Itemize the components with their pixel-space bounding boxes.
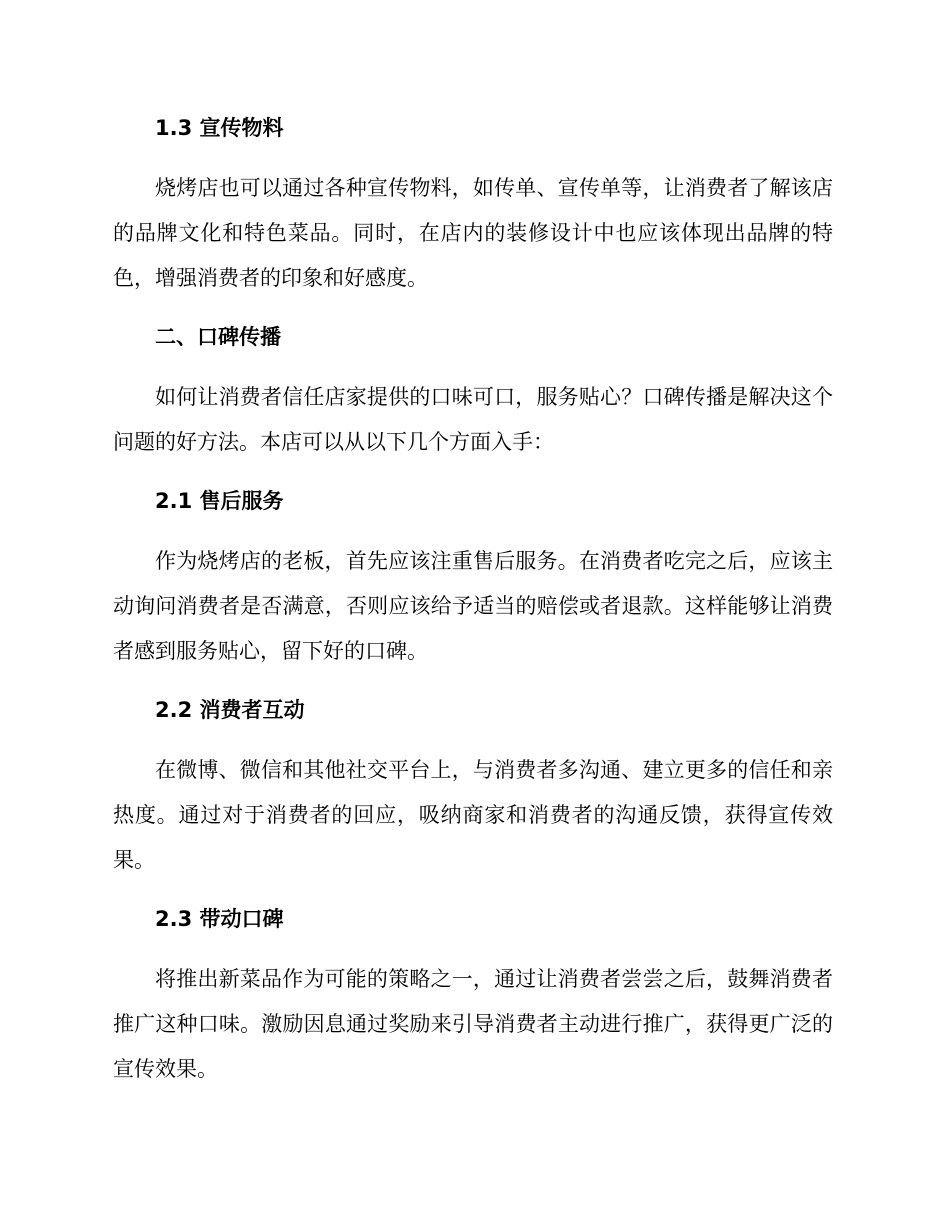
section-paragraph-2-2: 在微博、微信和其他社交平台上，与消费者多沟通、建立更多的信任和亲热度。通过对于消费者的回应，吸纳商家和消费者的沟通反馈，获得宣传效果。 (113, 758, 833, 872)
section-heading-2: 二、口碑传播 (155, 325, 281, 349)
document-content (113, 110, 833, 1110)
section-heading-2-3: 2.3 带动口碑 (155, 907, 284, 931)
section-paragraph-2-3: 将推出新菜品作为可能的策略之一，通过让消费者尝尝之后，鼓舞消费者推广这种口味。激励因息通过奖励来引导消费者主动进行推广，获得更广泛的宣传效果。 (113, 967, 833, 1081)
section-paragraph-2-1: 作为烧烤店的老板，首先应该注重售后服务。在消费者吃完之后，应该主动询问消费者是否满意，否则应该给予适当的赔偿或者退款。这样能够让消费者感到服务贴心，留下好的口碑。 (113, 549, 833, 663)
section-heading-2-1: 2.1 售后服务 (155, 489, 284, 513)
section-heading-2-2: 2.2 消费者互动 (155, 698, 305, 722)
section-heading-1-3: 1.3 宣传物料 (155, 116, 284, 140)
section-paragraph-2: 如何让消费者信任店家提供的口味可口，服务贴心？口碑传播是解决这个问题的好方法。本店可以从以下几个方面入手： (113, 385, 833, 454)
section-paragraph-1-3: 烧烤店也可以通过各种宣传物料，如传单、宣传单等，让消费者了解该店的品牌文化和特色菜品。同时，在店内的装修设计中也应该体现出品牌的特色，增强消费者的印象和好感度。 (113, 176, 833, 290)
